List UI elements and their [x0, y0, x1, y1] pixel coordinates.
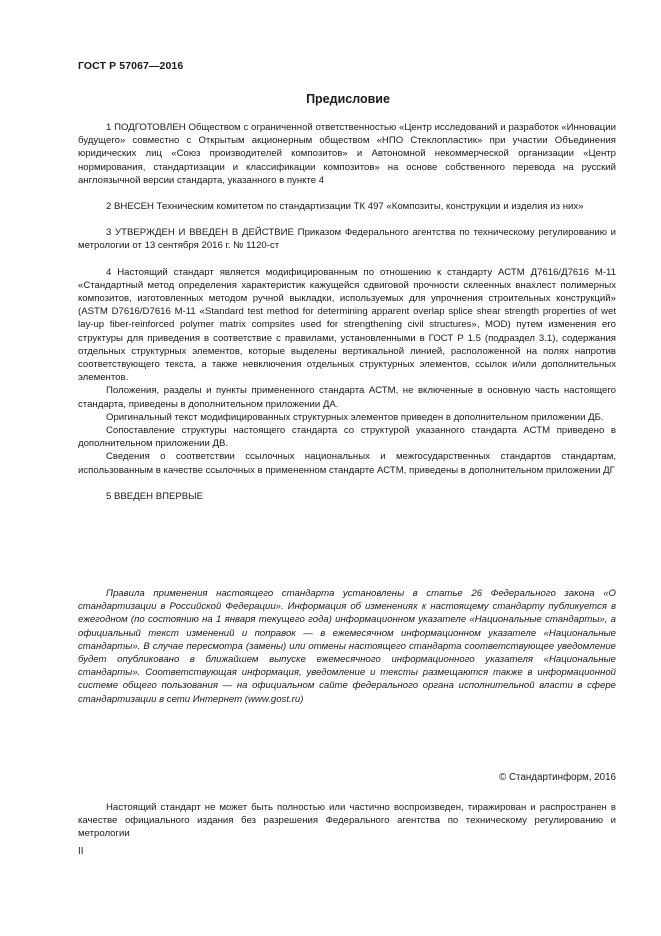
section-4-annex-da: Положения, разделы и пункты примененного стандарта АСТМ, не включенные в основную часть настоящего стандарта, приведены в дополнительном приложении ДА.: [78, 385, 616, 410]
section-4-annex-dg: Сведения о соответствии ссылочных национальных и межгосударственных стандартов стандартам, использованным в качестве ссылочных в примененном стандарте АСТМ, приведены в дополнительном приложении ДГ: [78, 451, 616, 476]
reproduction-text: Настоящий стандарт не может быть полностью или частично воспроизведен, тиражирован и распространен в качестве официального издания без разрешения Федерального агентства по техническому регулированию и метрологии: [78, 802, 616, 840]
section-2-paragraph: 2 ВНЕСЕН Техническим комитетом по стандартизации ТК 497 «Композиты, конструкции и изделия из них»: [106, 201, 584, 213]
standard-code: ГОСТ Р 57067—2016: [78, 60, 184, 72]
page-title: Предисловие: [306, 92, 390, 106]
section-3-paragraph: 3 УТВЕРЖДЕН И ВВЕДЕН В ДЕЙСТВИЕ Приказом Федерального агентства по техническому регулированию и метрологии от 13 сентября 2016 г. № 1120-ст: [78, 227, 616, 252]
section-4-annex-dv: Сопоставление структуры настоящего стандарта со структурой указанного стандарта АСТМ приведено в дополнительном приложении ДВ.: [78, 425, 616, 450]
copyright-line: © Стандартинформ, 2016: [499, 772, 616, 783]
page-number: II: [78, 846, 84, 857]
preface-body: [78, 121, 616, 503]
section-5-paragraph: 5 ВВЕДЕН ВПЕРВЫЕ: [106, 490, 204, 502]
notice-text: Правила применения настоящего стандарта установлены в статье 26 Федерального закона «О стандартизации в Российской Федерации». Информация об изменениях к настоящему стандарту публикуется в ежегодном (по состоянию на 1 января текущего года) информационном указателе «Национальные стандарты», а официальный текст изменений и поправок — в ежемесячном информационном указателе «Национальные стандарты». В случае пересмотра (замены) или отмены настоящего стандарта соответствующее уведомление будет опубликовано в ближайшем выпуске ежемесячного информационного указателя «Национальные стандарты». Соответствующая информация, уведомление и тексты размещаются также в информационной системе общего пользования — на официальном сайте федерального органа исполнительной власти в сфере стандартизации в сети Интернет (www.gost.ru): [78, 588, 616, 705]
section-4-annex-db: Оригинальный текст модифицированных структурных элементов приведен в дополнительном приложении ДБ.: [106, 411, 604, 423]
section-1-paragraph: 1 ПОДГОТОВЛЕН Обществом с ограниченной ответственностью «Центр исследований и разработок «Инновации будущего» совместно с Открытым акционерным обществом «НПО Стеклопластик» при участии Объединения юридических лиц «Союз производителей композитов» и Автономной некоммерческой организации «Центр нормирования, стандартизации и классификации композитов» на основе собственного перевода на русский англоязычной версии стандарта, указанного в пункте 4: [78, 122, 616, 186]
section-4-paragraph: 4 Настоящий стандарт является модифицированным по отношению к стандарту АСТМ Д7616/Д7616 М-11 «Стандартный метод определения характеристик кажущейся сдвиговой прочности склеенных внахлест полимерных композитов, изготовленных методом ручной выкладки, используемых для упрочнения строительных конструкций» (ASTM D7616/D7616 M-11 «Standard test method for determining apparent overlap splice shear strength properties of wet lay-up fiber-reinforced polymer matrix compsites used for strengthening civil structures», MOD) путем изменения его структуры для приведения в соответствие с правилами, установленными в ГОСТ Р 1.5 (подраздел 3.1), содержания отдельных структурных элементов, которые выделены вертикальной линией, расположенной на полях напротив соответствующего текста, а также невключения отдельных структурных элементов, ссылок и/или дополнительных элементов.: [78, 266, 616, 384]
application-rules-notice: [78, 587, 616, 706]
reproduction-notice: [78, 801, 616, 841]
